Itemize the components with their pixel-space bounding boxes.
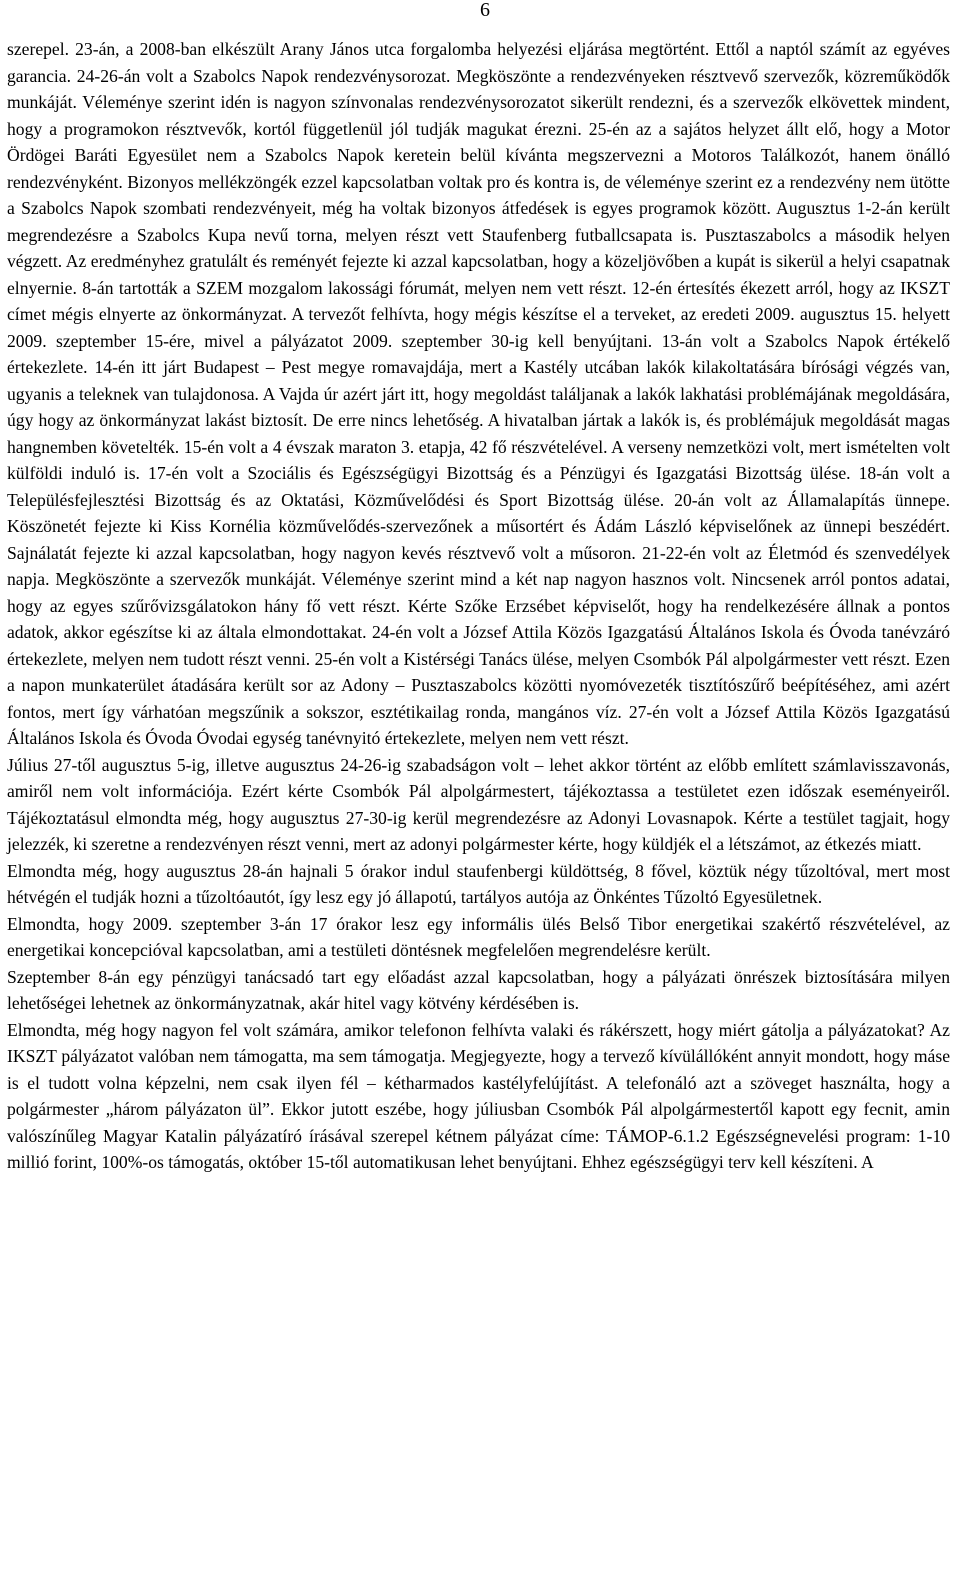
paragraph-5: Szeptember 8-án egy pénzügyi tanácsadó tart egy előadást azzal kapcsolatban, hogy a pályázati önrészek biztosítására milyen lehetőségei lehetnek az önkormányzatnak, akár hitel vagy kötvény kérdésében is.: [7, 966, 950, 1013]
paragraph-3: Elmondta még, hogy augusztus 28-án hajnali 5 órakor indul staufenbergi küldöttség, 8 fővel, köztük négy tűzoltóval, mert most hétvégén el tudják hozni a tűzoltóautót, így lesz egy jó állapotú, tartályos autója az Önkéntes Tűzoltó Egyesületnek.: [7, 860, 950, 907]
paragraph-1: szerepel. 23-án, a 2008-ban elkészült Arany János utca forgalomba helyezési eljárása megtörtént. Ettől a naptól számít az egyéves garancia. 24-26-án volt a Szabolcs Napok rendezvénysorozat. Megköszönte a rendezvényeken résztvevő szervezők, közreműködők munkáját. Véleménye szerint idén is nagyon színvonalas rendezvénysorozatot sikerült rendezni, és a szervezők elkövettek mindent, hogy a programokon résztvevők, kortól függetlenül jól tudják magukat érezni. 25-én az a sajátos helyzet állt elő, hogy a Motor Ördögei Baráti Egyesület nem a Szabolcs Napok keretein belül kívánta megszervezni a Motoros Találkozót, hanem önálló rendezvényként. Bizonyos mellékzöngék ezzel kapcsolatban voltak pro és kontra is, de véleménye szerint ez a rendezvény nem ütötte a Szabolcs Napok szombati rendezvényeit, még ha voltak bizonyos átfedések is egyes programok között. Augusztus 1-2-án került megrendezésre a Szabolcs Kupa nevű torna, melyen részt vett Staufenberg futballcsapata is. Pusztaszabolcs a második helyen végzett. Az eredményhez gratulált és reményét fejezte ki azzal kapcsolatban, hogy a közeljövőben a kupát is sikerül a helyi csapatnak elnyernie. 8-án tartották a SZEM mozgalom lakossági fórumát, melyen nem vett részt. 12-én értesítés ékezett arról, hogy az IKSZT címet mégis elnyerte az önkormányzat. A tervezőt felhívta, hogy mégis készítse el a terveket, az eredeti 2009. augusztus 15. helyett 2009. szeptember 15-ére, mivel a pályázatot 2009. szeptember 30-ig kell benyújtani. 13-án volt a Szabolcs Napok értékelő értekezlete. 14-én itt járt Budapest – Pest megye romavajdája, mert a Kastély utcában lakók kilakoltatására bírósági végzés van, ugyanis a teleknek van tulajdonosa. A Vajda úr azért járt itt, hogy megoldást találjanak a lakók lakhatási problémájának megoldására, úgy hogy az önkormányzat lakást biztosít. De erre nincs lehetőség. A hivatalban jártak a lakók is, és problémájuk megoldását magas hangnemben követelték. 15-én volt a 4 évszak maraton 3. etapja, 42 fő részvételével. A verseny nemzetközi volt, mert ismételten volt külföldi induló is. 17-én volt a Szociális és Egészségügyi Bizottság és a Pénzügyi és Igazgatási Bizottság ülése. 18-án volt a Településfejlesztési Bizottság és az Oktatási, Közművelődési és Sport Bizottság ülése. 20-án volt az Államalapítás ünnepe. Köszönetét fejezte ki Kiss Kornélia közművelődés-szervezőnek a műsortért és Ádám László képviselőnek az ünnepi beszédért. Sajnálatát fejezte ki azzal kapcsolatban, hogy nagyon kevés résztvevő volt a műsoron. 21-22-én volt az Életmód és szenvedélyek napja. Megköszönte a szervezők munkáját. Véleménye szerint mind a két nap nagyon hasznos volt. Nincsenek arról pontos adatai, hogy az egyes szűrővizsgálatokon hány fő vett részt. Kérte Szőke Erzsébet képviselőt, hogy ha rendelkezésére állnak a pontos adatok, akkor egészítse ki az általa elmondottakat. 24-én volt a József Attila Közös Igazgatású Általános Iskola és Óvoda tanévzáró értekezlete, melyen nem tudott részt venni. 25-én volt a Kistérségi Tanács ülése, melyen Csombók Pál alpolgármester vett részt. Ezen a napon munkaterület átadására került sor az Adony – Pusztaszabolcs közötti nyomóvezeték tisztítószűrő beépítéséhez, ami azért fontos, mert így várhatóan megszűnik a sokszor, esztétikailag ronda, mangános víz. 27-én volt a József Attila Közös Igazgatású Általános Iskola és Óvoda Óvodai egység tanévnyitó értekezlete, melyen nem vett részt.: [7, 39, 950, 748]
paragraph-4: Elmondta, hogy 2009. szeptember 3-án 17 órakor lesz egy informális ülés Belső Tibor energetikai szakértő részvételével, az energetikai koncepcióval kapcsolatban, ami a testületi döntésnek megfelelően megrendelésre került.: [7, 913, 950, 960]
paragraph-2: Július 27-től augusztus 5-ig, illetve augusztus 24-26-ig szabadságon volt – lehet akkor történt az előbb említett számlavisszavonás, amiről nem volt információja. Ezért kérte Csombók Pál alpolgármestert, tájékoztassa a testületet ezen időszak eseményeiről. Tájékoztatásul elmondta még, hogy augusztus 27-30-ig kerül megrendezésre az Adonyi Lovasnapok. Kérte a testület tagjait, hogy jelezzék, ki szeretne a rendezvényen részt venni, mert az adonyi polgármester kérte, hogy küldjék el a létszámot, az étkezés miatt.: [7, 754, 950, 854]
paragraph-6: Elmondta, még hogy nagyon fel volt számára, amikor telefonon felhívta valaki és rákérszett, hogy miért gátolja a pályázatokat? Az IKSZT pályázatot valóban nem támogatta, ma sem támogatja. Megjegyezte, hogy a tervező kívülállóként annyit mondott, hogy máse is el tudott volna képzelni, nem csak ilyen fél – kétharmados kastélyfelújítást. A telefonáló azt a szöveget használta, hogy a polgármester „három pályázaton ül”. Ekkor jutott eszébe, hogy júliusban Csombók Pál alpolgármestertől kapott egy fecnit, amin valószínűleg Magyar Katalin pályázatíró írásával szerepel kétnem pályázat címe: TÁMOP-6.1.2 Egészségnevelési program: 1-10 millió forint, 100%-os támogatás, október 15-től automatikusan lehet benyújtani. Ehhez egészségügyi terv kell készíteni. A: [7, 1019, 950, 1172]
body-text: [7, 36, 950, 1176]
page-number: 6: [480, 0, 490, 21]
